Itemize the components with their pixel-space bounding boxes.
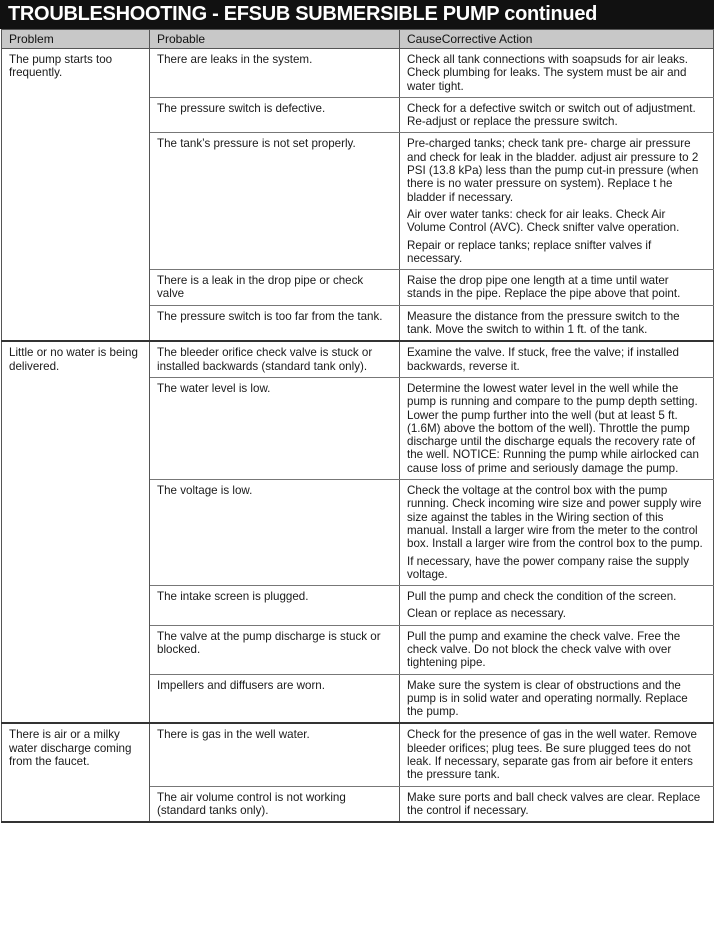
action-text: Raise the drop pipe one length at a time until water stands in the pipe. Replace the pipe above that point.	[407, 274, 681, 301]
cause-cell: There is a leak in the drop pipe or check valve	[150, 270, 400, 306]
cause-cell: The valve at the pump discharge is stuck or blocked.	[150, 625, 400, 674]
action-text: Check the voltage at the control box with the pump running. Check incoming wire size and power supply wire size against the tables in the Wiring section of this manual. Install a larger wire from the meter to the control box. Install a larger wire from the control box to the pump.	[407, 484, 703, 551]
action-text: Pull the pump and check the condition of the screen.	[407, 590, 677, 604]
action-text: Check all tank connections with soapsuds for air leaks. Check plumbing for leaks. The system must be air and water tight.	[407, 53, 688, 93]
table-row	[2, 723, 714, 786]
action-cell	[400, 786, 714, 822]
action-cell	[400, 674, 714, 723]
cause-cell: Impellers and diffusers are worn.	[150, 674, 400, 723]
action-text: Make sure the system is clear of obstructions and the pump is in solid water and operating normally. Replace the pump.	[407, 678, 688, 719]
action-cell	[400, 723, 714, 786]
action-text: If necessary, have the power company raise the supply voltage.	[407, 554, 690, 581]
action-cell	[400, 97, 714, 133]
header-row	[2, 30, 714, 49]
action-text: Check for a defective switch or switch out of adjustment. Re-adjust or replace the pressure switch.	[407, 101, 696, 129]
action-text: Make sure ports and ball check valves are clear. Replace the control if necessary.	[407, 790, 701, 817]
action-text: Pre-charged tanks; check tank pre- charge air pressure and check for leak in the bladder. adjust air pressure to 2 PSI (13.8 kPa) less than the pump cut-in pressure (when there is no water pressure on system). Replace t he bladder if necessary.	[407, 137, 699, 204]
action-cell	[400, 341, 714, 377]
action-cell	[400, 305, 714, 341]
header-cause: Probable	[150, 30, 400, 49]
header-action: CauseCorrective Action	[400, 30, 714, 49]
cause-cell: There are leaks in the system.	[150, 49, 400, 98]
action-cell	[400, 133, 714, 270]
cause-cell: The tank’s pressure is not set properly.	[150, 133, 400, 270]
problem-cell: Little or no water is being delivered.	[2, 341, 150, 723]
cause-cell: The voltage is low.	[150, 480, 400, 586]
table-row	[2, 341, 714, 377]
action-cell	[400, 270, 714, 306]
action-text: Check for the presence of gas in the well water. Remove bleeder orifices; plug tees. Be sure plugged tees do not leak. If necessary, separate gas from air before it enters the pressure tank.	[407, 728, 697, 782]
problem-cell: The pump starts too frequently.	[2, 49, 150, 342]
action-text: Measure the distance from the pressure switch to the tank. Move the switch to within 1 ft. of the tank.	[407, 309, 680, 337]
page-title: TROUBLESHOOTING - EFSUB SUBMERSIBLE PUMP continued	[0, 0, 714, 29]
problem-cell: There is air or a milky water discharge coming from the faucet.	[2, 723, 150, 822]
cause-cell: The pressure switch is too far from the tank.	[150, 305, 400, 341]
action-cell	[400, 480, 714, 586]
cause-cell: The water level is low.	[150, 377, 400, 479]
action-text: Repair or replace tanks; replace snifter valves if necessary.	[407, 238, 652, 265]
action-text: Examine the valve. If stuck, free the valve; if installed backwards, reverse it.	[407, 346, 679, 373]
cause-cell: The bleeder orifice check valve is stuck or installed backwards (standard tank only).	[150, 341, 400, 377]
action-text: Clean or replace as necessary.	[407, 607, 566, 621]
header-problem: Problem	[2, 30, 150, 49]
action-text: Air over water tanks: check for air leaks. Check Air Volume Control (AVC). Check snifter valve operation.	[407, 207, 680, 235]
cause-cell: There is gas in the well water.	[150, 723, 400, 786]
action-cell	[400, 377, 714, 479]
cause-cell: The pressure switch is defective.	[150, 97, 400, 133]
action-text: Determine the lowest water level in the well while the pump is running and compare to the pump depth setting. Lower the pump further into the well (but at least 5 ft. (1.6M) above the bottom of the well). Throttle the pump discharge until the discharge equals the recovery rate of the well. NOTICE: Running the pump while airlocked can cause loss of prime and seriously damage the pump.	[407, 381, 699, 475]
cause-cell: The intake screen is plugged.	[150, 586, 400, 626]
cause-cell: The air volume control is not working (standard tanks only).	[150, 786, 400, 822]
action-cell	[400, 49, 714, 98]
action-cell	[400, 586, 714, 626]
troubleshooting-table	[1, 29, 714, 823]
action-text: Pull the pump and examine the check valve. Free the check valve. Do not block the check valve with over tightening pipe.	[407, 629, 681, 670]
table-row	[2, 49, 714, 98]
action-cell	[400, 625, 714, 674]
table-body	[2, 49, 714, 823]
